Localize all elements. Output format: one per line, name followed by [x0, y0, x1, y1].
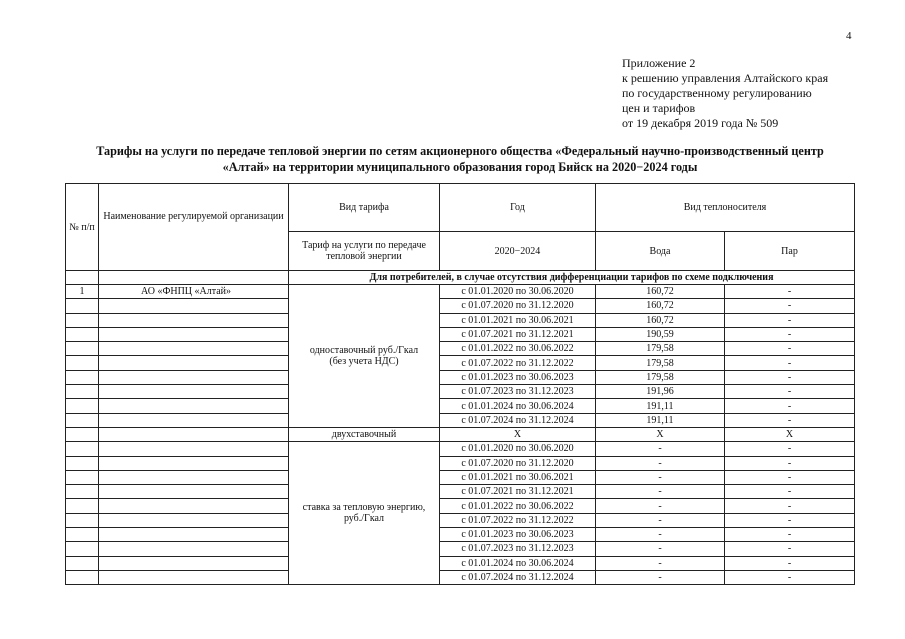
tariff-table — [65, 183, 855, 585]
table-row — [66, 470, 855, 484]
water-cell: - — [596, 528, 725, 542]
water-cell: 179,58 — [596, 370, 725, 384]
empty-cell — [99, 499, 289, 513]
steam-cell: - — [725, 370, 855, 384]
empty-cell — [99, 485, 289, 499]
water-cell: - — [596, 513, 725, 527]
two-rate-label: двухставочный — [289, 427, 440, 441]
two-rate-value: Х — [440, 427, 596, 441]
empty-cell — [99, 299, 289, 313]
empty-cell — [66, 427, 99, 441]
table-row — [66, 356, 855, 370]
table-row — [66, 299, 855, 313]
water-cell: 179,58 — [596, 356, 725, 370]
table-row — [66, 413, 855, 427]
period-cell: с 01.07.2024 по 31.12.2024 — [440, 413, 596, 427]
empty-cell — [66, 299, 99, 313]
water-cell: 190,59 — [596, 327, 725, 341]
appendix-block — [622, 56, 828, 131]
empty-cell — [99, 342, 289, 356]
empty-cell — [99, 327, 289, 341]
steam-cell: - — [725, 385, 855, 399]
header-water: Вода — [596, 232, 725, 271]
table-row — [66, 456, 855, 470]
period-cell: с 01.01.2023 по 30.06.2023 — [440, 528, 596, 542]
table-row — [66, 370, 855, 384]
title-line: «Алтай» на территории муниципального образования город Бийск на 2020−2024 годы — [222, 160, 698, 174]
empty-cell — [99, 542, 289, 556]
table-row — [66, 513, 855, 527]
table-row — [66, 570, 855, 584]
empty-cell — [99, 271, 289, 285]
steam-cell: - — [725, 313, 855, 327]
two-rate-value: Х — [725, 427, 855, 441]
table-row — [66, 556, 855, 570]
appendix-line: цен и тарифов — [622, 101, 696, 115]
empty-cell — [66, 370, 99, 384]
empty-cell — [66, 313, 99, 327]
water-cell: 191,11 — [596, 399, 725, 413]
water-cell: 179,58 — [596, 342, 725, 356]
appendix-line: Приложение 2 — [622, 56, 696, 70]
appendix-line: от 19 декабря 2019 года № 509 — [622, 116, 779, 130]
title-line: Тарифы на услуги по передаче тепловой энергии по сетям акционерного общества «Федеральный научно-производственный центр — [96, 144, 824, 158]
empty-cell — [66, 413, 99, 427]
period-cell: с 01.01.2021 по 30.06.2021 — [440, 313, 596, 327]
table-row — [66, 313, 855, 327]
water-cell: 160,72 — [596, 313, 725, 327]
steam-cell: - — [725, 413, 855, 427]
empty-cell — [66, 470, 99, 484]
steam-cell: - — [725, 570, 855, 584]
single-rate-label: одноставочный руб./Гкал (без учета НДС) — [289, 285, 440, 428]
period-cell: с 01.01.2020 по 30.06.2020 — [440, 285, 596, 299]
steam-cell: - — [725, 542, 855, 556]
table-row — [66, 485, 855, 499]
period-cell: с 01.01.2022 по 30.06.2022 — [440, 342, 596, 356]
table-row — [66, 442, 855, 456]
empty-cell — [66, 385, 99, 399]
row-number: 1 — [66, 285, 99, 299]
empty-cell — [66, 499, 99, 513]
period-cell: с 01.07.2021 по 31.12.2021 — [440, 485, 596, 499]
empty-cell — [99, 456, 289, 470]
steam-cell: - — [725, 528, 855, 542]
empty-cell — [99, 528, 289, 542]
steam-cell: - — [725, 399, 855, 413]
header-row — [66, 184, 855, 232]
water-cell: - — [596, 570, 725, 584]
header-tariff-type: Вид тарифа — [289, 184, 440, 232]
table-row — [66, 528, 855, 542]
water-cell: 160,72 — [596, 285, 725, 299]
table-row — [66, 342, 855, 356]
header-carrier: Вид теплоносителя — [596, 184, 855, 232]
table-row — [66, 499, 855, 513]
water-cell: 191,96 — [596, 385, 725, 399]
empty-cell — [66, 513, 99, 527]
empty-cell — [99, 513, 289, 527]
period-cell: с 01.07.2022 по 31.12.2022 — [440, 513, 596, 527]
steam-cell: - — [725, 442, 855, 456]
header-steam: Пар — [725, 232, 855, 271]
period-cell: с 01.07.2024 по 31.12.2024 — [440, 570, 596, 584]
empty-cell — [99, 385, 289, 399]
header-num: № п/п — [66, 184, 99, 271]
steam-cell: - — [725, 342, 855, 356]
steam-cell: - — [725, 470, 855, 484]
water-cell: - — [596, 556, 725, 570]
appendix-line: по государственному регулированию — [622, 86, 812, 100]
empty-cell — [66, 327, 99, 341]
empty-cell — [66, 342, 99, 356]
water-cell: - — [596, 485, 725, 499]
table-row — [66, 427, 855, 441]
empty-cell — [66, 570, 99, 584]
steam-cell: - — [725, 356, 855, 370]
header-tariff-desc: Тариф на услуги по передаче тепловой энергии — [289, 232, 440, 271]
empty-cell — [99, 556, 289, 570]
table-row — [66, 285, 855, 299]
period-cell: с 01.01.2024 по 30.06.2024 — [440, 399, 596, 413]
period-cell: с 01.07.2022 по 31.12.2022 — [440, 356, 596, 370]
steam-cell: - — [725, 285, 855, 299]
section-label: Для потребителей, в случае отсутствия дифференциации тарифов по схеме подключения — [289, 271, 855, 285]
table-row — [66, 385, 855, 399]
water-cell: - — [596, 542, 725, 556]
energy-rate-label: ставка за тепловую энергию, руб./Гкал — [289, 442, 440, 585]
period-cell: с 01.01.2021 по 30.06.2021 — [440, 470, 596, 484]
appendix-line: к решению управления Алтайского края — [622, 71, 829, 85]
period-cell: с 01.07.2020 по 31.12.2020 — [440, 299, 596, 313]
water-cell: - — [596, 470, 725, 484]
empty-cell — [66, 399, 99, 413]
period-cell: с 01.01.2020 по 30.06.2020 — [440, 442, 596, 456]
steam-cell: - — [725, 299, 855, 313]
steam-cell: - — [725, 499, 855, 513]
empty-cell — [66, 271, 99, 285]
empty-cell — [99, 413, 289, 427]
empty-cell — [99, 570, 289, 584]
period-cell: с 01.07.2021 по 31.12.2021 — [440, 327, 596, 341]
empty-cell — [99, 399, 289, 413]
water-cell: - — [596, 456, 725, 470]
water-cell: 160,72 — [596, 299, 725, 313]
empty-cell — [99, 442, 289, 456]
empty-cell — [66, 356, 99, 370]
empty-cell — [66, 456, 99, 470]
period-cell: с 01.07.2023 по 31.12.2023 — [440, 385, 596, 399]
org-name: АО «ФНПЦ «Алтай» — [99, 285, 289, 299]
empty-cell — [66, 442, 99, 456]
steam-cell: - — [725, 513, 855, 527]
document-title — [60, 143, 860, 175]
table-row — [66, 542, 855, 556]
header-year: Год — [440, 184, 596, 232]
water-cell: - — [596, 442, 725, 456]
period-cell: с 01.07.2020 по 31.12.2020 — [440, 456, 596, 470]
period-cell: с 01.01.2024 по 30.06.2024 — [440, 556, 596, 570]
empty-cell — [66, 556, 99, 570]
empty-cell — [99, 427, 289, 441]
table-row — [66, 399, 855, 413]
empty-cell — [66, 542, 99, 556]
empty-cell — [99, 370, 289, 384]
empty-cell — [99, 313, 289, 327]
table-row — [66, 327, 855, 341]
water-cell: - — [596, 499, 725, 513]
steam-cell: - — [725, 556, 855, 570]
two-rate-value: Х — [596, 427, 725, 441]
period-cell: с 01.07.2023 по 31.12.2023 — [440, 542, 596, 556]
header-years-range: 2020−2024 — [440, 232, 596, 271]
page-number: 4 — [846, 30, 852, 42]
empty-cell — [99, 470, 289, 484]
steam-cell: - — [725, 485, 855, 499]
empty-cell — [99, 356, 289, 370]
period-cell: с 01.01.2022 по 30.06.2022 — [440, 499, 596, 513]
section-row — [66, 271, 855, 285]
steam-cell: - — [725, 456, 855, 470]
header-org: Наименование регулируемой организации — [99, 184, 289, 271]
period-cell: с 01.01.2023 по 30.06.2023 — [440, 370, 596, 384]
steam-cell: - — [725, 327, 855, 341]
water-cell: 191,11 — [596, 413, 725, 427]
empty-cell — [66, 485, 99, 499]
empty-cell — [66, 528, 99, 542]
